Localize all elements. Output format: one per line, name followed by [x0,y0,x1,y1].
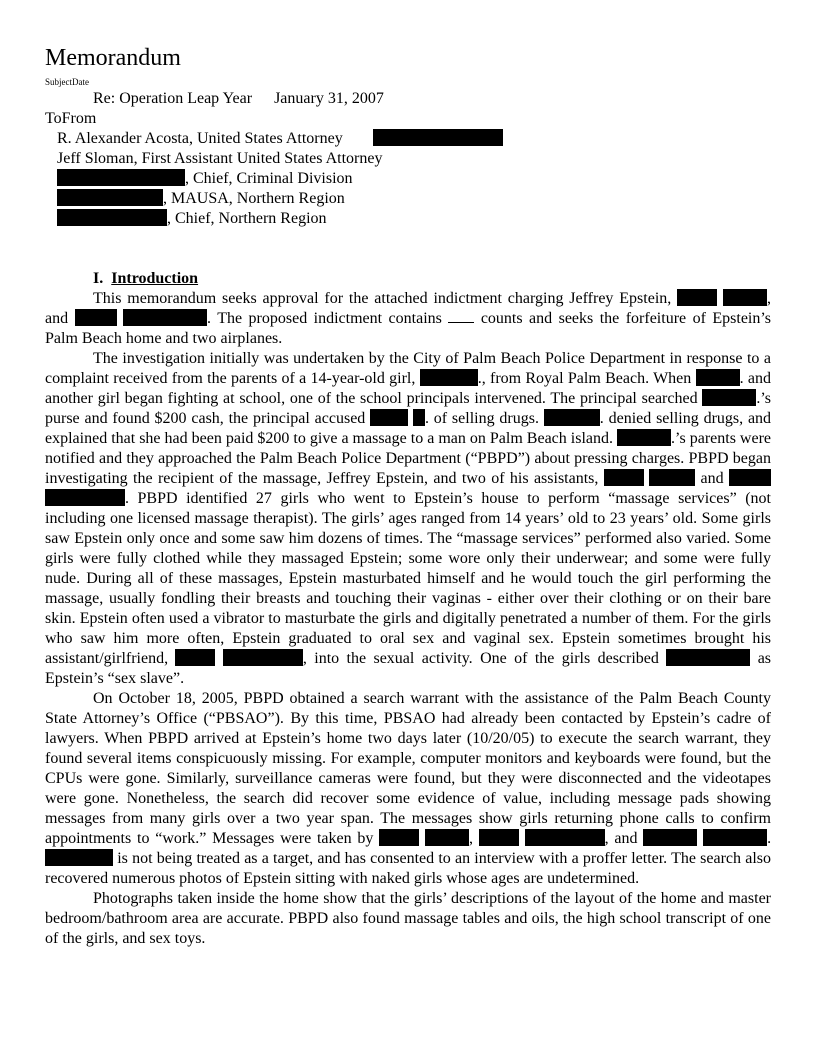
text-run: as Epstein’s “sex slave”. [45,650,772,687]
redaction-box [413,409,425,426]
memo-title: Memorandum [45,45,181,71]
redaction-box [373,129,503,146]
redaction-box [696,369,740,386]
text-run: . and another girl began fighting at school, one of the school principals intervened. The principal searched [45,370,772,407]
recipient-line [57,189,345,209]
redaction-box [604,469,644,486]
paragraph-photographs [45,889,771,949]
text-run: . The proposed indictment contains [207,310,442,327]
redaction-box [370,409,408,426]
redaction-box [45,849,113,866]
section-title: Introduction [111,270,199,287]
redaction-box [723,289,767,306]
redaction-box [123,309,207,326]
text-run: . of selling drugs. [424,410,539,427]
text-run: .’s parents were notified and they approached the Palm Beach Police Department (“PBPD”) about pressing charges. PBPD began investigating the recipient of the massage, Jeffrey Epstein, and two of his assistants, [45,430,772,487]
recipient-name: R. Alexander Acosta, United States Attorney [57,130,343,147]
text-run: is not being treated as a target, and has consented to an interview with a proffer letter. The search also recovered numerous photos of Epstein sitting with naked girls whose ages are undetermined. [45,850,772,887]
text-run: . PBPD identified 27 girls who went to Epstein’s house to perform “massage services” (not including one licensed massage therapist). The girls’ ages ranged from 14 years’ old to 23 years’ old. Some girls saw Epstein only once and some saw him dozens of times. The “massage services” performed also varied. Some girls were fully clothed while they massaged Epstein; some wore only their underwear; and some were fully nude. During all of these massages, Epstein masturbated himself and he would touch the girl performing the massage, usually fondling their breasts and touching their vaginas - either over their clothing or on their bare skin. Epstein often used a vibrator to masturbate the girls and digitally penetrated a number of them. For the girls who saw him more often, Epstein graduated to oral sex and vaginal sex. Epstein sometimes brought his assistant/girlfriend, [45,490,771,667]
to-from-label: ToFrom [45,110,97,127]
recipient-line [57,209,327,229]
memo-date: January 31, 2007 [274,90,384,107]
recipient-line [57,129,503,149]
redaction-box [643,829,697,846]
blank-line [448,310,474,323]
recipient-name: Jeff Sloman, First Assistant United States Attorney [57,150,383,167]
text-run: Photographs taken inside the home show that the girls’ descriptions of the layout of the home and master bedroom/bathroom area are accurate. PBPD also found massage tables and oils, the high school transcript of one of the girls, and sex toys. [45,890,771,947]
text-run: This memorandum seeks approval for the attached indictment charging Jeffrey Epstein, [93,290,672,307]
recipient-name: , Chief, Criminal Division [185,170,353,187]
redaction-box [677,289,717,306]
redaction-box [525,829,605,846]
redaction-box [420,369,478,386]
paragraph-search-warrant [45,689,771,889]
text-run: . [767,830,772,847]
redaction-box [544,409,600,426]
redaction-box [379,829,419,846]
redaction-box [425,829,469,846]
text-run: , and [45,290,771,327]
text-run: and [700,470,724,487]
redaction-box [666,649,750,666]
text-run: ., from Royal Palm Beach. When [477,370,692,387]
subject-date-row [93,89,384,109]
text-run: . denied selling drugs, and explained that she had been paid $200 to give a massage to a man on Palm Beach island. [45,410,772,447]
redaction-box [57,209,167,226]
paragraph-introduction [45,289,771,349]
recipient-line [57,149,382,169]
redaction-box [649,469,695,486]
redaction-box [617,429,671,446]
redaction-box [45,489,125,506]
text-run: , into the sexual activity. One of the girls described [302,650,659,667]
redaction-box [223,649,303,666]
redaction-box [703,829,767,846]
redaction-box [702,389,756,406]
memo-body [45,269,771,949]
recipient-line [57,169,353,189]
subject-line: Re: Operation Leap Year [93,90,253,107]
recipient-name: , Chief, Northern Region [167,210,327,227]
recipient-name: , MAUSA, Northern Region [163,190,345,207]
text-run: The investigation initially was undertaken by the City of Palm Beach Police Department in response to a complaint received from the parents of a 14-year-old girl, [45,350,771,387]
redaction-box [175,649,215,666]
text-run: On October 18, 2005, PBPD obtained a search warrant with the assistance of the Palm Beach County State Attorney’s Office (“PBSAO”). By this time, PBSAO had already been contacted by Epstein’s cadre of lawyers. When PBPD arrived at Epstein’s home two days later (10/20/05) to execute the search warrant, they found several items conspicuously missing. For example, computer monitors and keyboards were found, but the CPUs were gone. Similarly, surveillance cameras were found, but they were disconnected and the videotapes were gone. Nonetheless, the search did recover some evidence of value, including message pads showing messages from many girls over a two year span. The messages show girls returning phone calls to confirm appointments to “work.” Messages were taken by [45,690,771,847]
text-run: , and [604,830,638,847]
paragraph-investigation [45,349,771,689]
redaction-box [57,189,163,206]
section-heading [45,269,771,289]
section-number: I. [93,270,104,287]
redaction-box [479,829,519,846]
redaction-box [75,309,117,326]
text-run: , [469,830,473,847]
text-run: .’s purse and found $200 cash, the principal accused [45,390,771,427]
redaction-box [729,469,771,486]
text-run: counts and seeks the forfeiture of Epstein’s Palm Beach home and two airplanes. [45,310,772,347]
redaction-box [57,169,185,186]
subject-date-labels: SubjectDate [45,77,89,87]
